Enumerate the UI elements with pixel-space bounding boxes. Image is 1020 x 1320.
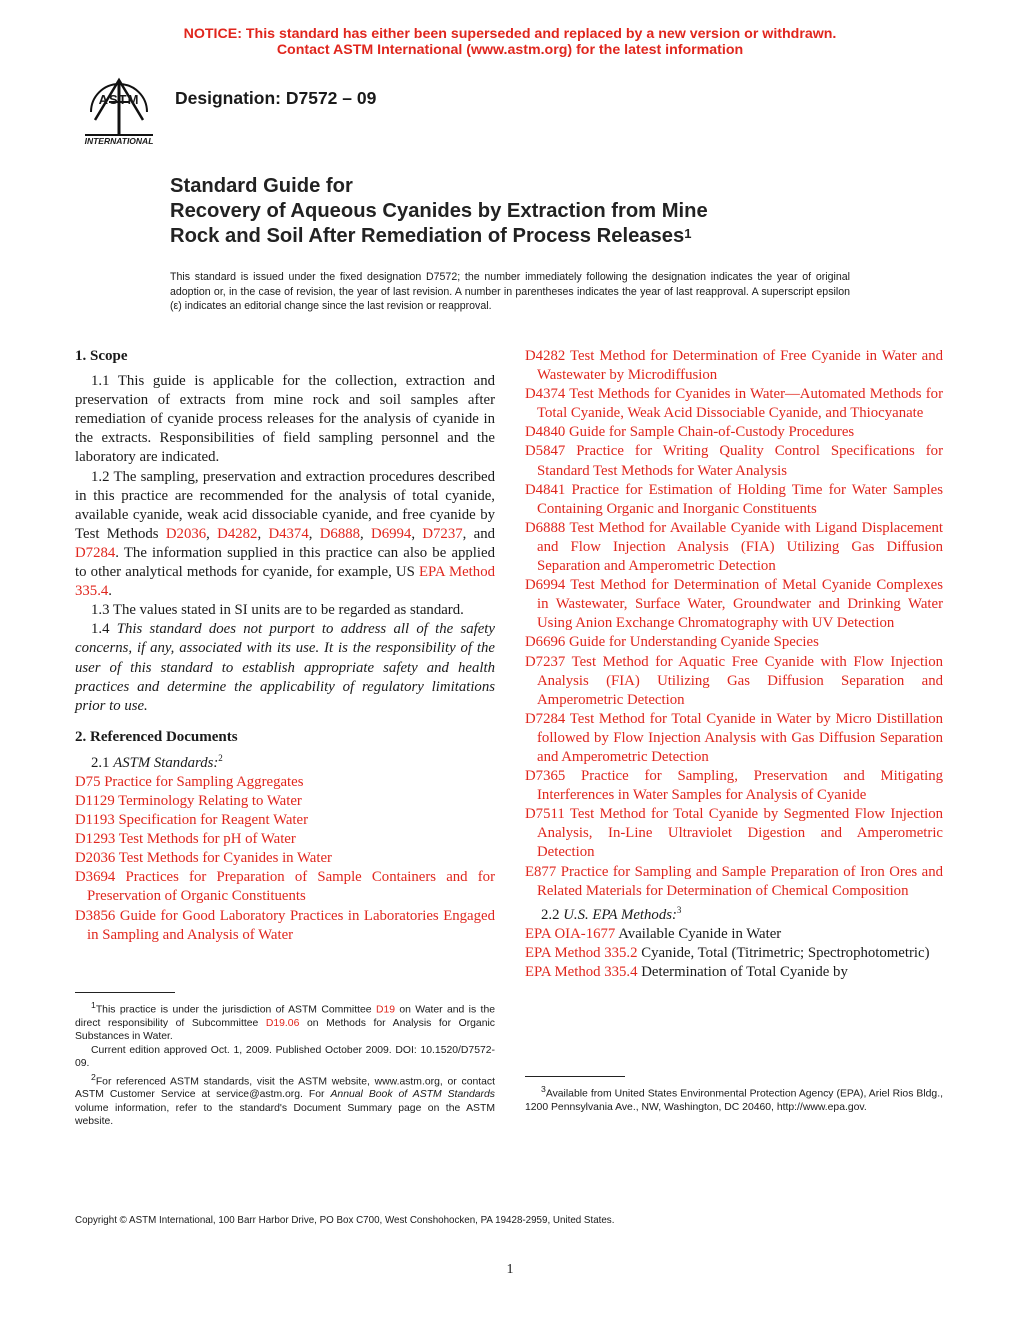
reference-title[interactable]: Test Method for Determination of Metal Cyanide Complexes in Wastewater, Surface Water, Groundwater and Drinking Water Using Anion Exchange Chromatography with UV Detection [537,577,943,632]
reference-item [525,633,943,652]
title-line-1: Standard Guide for [170,175,353,197]
footnote-2-text-b: volume information, refer to the standard's Document Summary page on the ASTM website. [75,1102,495,1128]
link-d19-06[interactable]: D19.06 [265,1017,300,1029]
reference-item [75,868,495,906]
reference-code-link[interactable]: D1193 [75,812,115,829]
scope-1-2 [75,468,495,602]
reference-title[interactable]: Test Method for Determination of Free Cyanide in Water and Wastewater by Microdiffusion [537,348,943,384]
reference-title[interactable]: Test Method for Total Cyanide by Segmented Flow Injection Analysis, In-Line Ultraviolet Digestion and Amperometric Detection [537,806,943,861]
reference-item [525,710,943,767]
footnote-1-mark: 1 [91,1000,96,1010]
reference-title[interactable]: Terminology Relating to Water [118,792,302,809]
reference-item [525,423,943,442]
reference-title: Determination of Total Cyanide by [641,963,848,980]
scope-1-4-text: This standard does not purport to address all of the safety concerns, if any, associated with its use. It is the responsibility of the user of this standard to establish appropriate safety and health practices and determine the applicability of regulatory limitations prior to use. [75,621,495,714]
reference-title[interactable]: Test Methods for Cyanides in Water [118,850,332,867]
reference-item [525,519,943,576]
reference-title[interactable]: Test Method for Available Cyanide with Ligand Displacement and Flow Injection Analysis (FIA) Utilizing Gas Diffusion Separation and Amperometric Detection [537,519,944,575]
reference-code-link[interactable]: D6994 [525,577,566,594]
astm-label-num: 2.1 [91,754,114,771]
link-d19[interactable]: D19 [375,1004,395,1016]
footnote-3-mark: 3 [541,1084,546,1094]
reference-item [525,347,943,385]
epa-methods-label [525,901,943,925]
sep: , [257,525,269,542]
link-d7237[interactable]: D7237 [422,525,463,542]
reference-code-link[interactable]: D3694 [75,869,116,886]
footnote-1-text-a: This practice is under the jurisdiction of ASTM Committee [95,1004,376,1016]
footnote-2 [75,1071,495,1129]
page-number: 1 [506,1262,514,1277]
reference-item [525,481,943,519]
sep: , [360,525,372,542]
link-d2036[interactable]: D2036 [165,525,207,542]
reference-code-link[interactable]: E877 [525,863,557,880]
reference-title[interactable]: Practice for Sampling Aggregates [104,773,304,790]
reference-item [525,767,943,805]
reference-item [525,925,943,944]
scope-1-1: 1.1 This guide is applicable for the collection, extraction and preservation of extracts from mine rock and soil samples after remediation of cyanide process releases for the analysis of cyanide in the extracts. Responsibilities of field sampling personnel and the laboratory are indicated. [75,373,495,466]
footnote-1 [75,999,495,1044]
reference-title[interactable]: Guide for Sample Chain-of-Custody Procedures [568,424,855,441]
astm-standards-label [75,749,495,773]
reference-code-link[interactable]: D1293 [75,831,116,848]
reference-item [525,576,943,633]
notice-banner [0,26,1020,58]
footnote-1-text-c: on Methods for Analysis for Organic Substances in Water. [75,1017,495,1043]
reference-title: Available Cyanide in Water [618,925,782,942]
footnote-rule [525,1076,625,1077]
epa-label-num: 2.2 [541,906,564,923]
reference-title[interactable]: Guide for Good Laboratory Practices in Laboratories Engaged in Sampling and Analysis of Water [87,907,495,943]
reference-title[interactable]: Practice for Writing Quality Control Specifications for Standard Test Methods for Water Analysis [537,443,943,479]
reference-code-link[interactable]: D1129 [75,792,115,809]
epa-label-text: U.S. EPA Methods: [563,906,677,923]
copyright: Copyright © ASTM International, 100 Barr Harbor Drive, PO Box C700, West Conshohocken, PA 19428-2959, United States. [75,1215,615,1226]
notice-line-1: NOTICE: This standard has either been superseded and replaced by a new version or withdrawn. [183,26,837,42]
right-footnotes [525,1076,943,1114]
sep-and: , and [462,525,495,542]
reference-item [525,653,943,710]
reference-title[interactable]: Guide for Understanding Cyanide Species [568,634,819,651]
reference-code-link[interactable]: D7365 [525,768,566,785]
reference-item [75,849,495,868]
reference-code-link[interactable]: D5847 [525,443,566,460]
footnote-2-text-a: For referenced ASTM standards, visit the ASTM website, www.astm.org, or contact ASTM Customer Service at service@astm.org. For [75,1075,495,1101]
reference-item [75,792,495,811]
logo-text: ASTM [98,92,140,107]
reference-title[interactable]: Specification for Reagent Water [118,812,309,829]
reference-title[interactable]: Practice for Estimation of Holding Time for Water Samples Containing Organic and Inorganic Constituents [537,481,943,517]
designation: Designation: D7572 – 09 [175,88,377,108]
logo-subtext: INTERNATIONAL [84,136,154,146]
left-footnotes [75,992,495,1129]
scope-heading: 1. Scope [75,348,128,364]
notice-line-2: Contact ASTM International (www.astm.org) for the latest information [276,42,744,58]
reference-title[interactable]: Practices for Preparation of Sample Containers and for Preservation of Organic Constituents [87,869,495,905]
reference-code-link[interactable]: D2036 [75,850,116,867]
link-d4282[interactable]: D4282 [217,525,258,542]
footnote-1-text-b: on Water and is the direct responsibility of Subcommittee [75,1004,495,1029]
reference-code-link[interactable]: D4374 [525,386,566,403]
astm-label-text: ASTM Standards: [113,754,219,771]
reference-item [525,963,943,982]
astm-label-mark: 2 [218,752,223,763]
scope-1-3: 1.3 The values stated in SI units are to be regarded as standard. [91,602,464,619]
link-d6994[interactable]: D6994 [371,525,412,542]
reference-title[interactable]: Practice for Sampling, Preservation and Mitigating Interferences in Water Samples for Analysis of Cyanide [537,768,943,804]
right-column [525,347,943,982]
link-d4374[interactable]: D4374 [268,525,309,542]
reference-item [525,863,943,901]
reference-code-link[interactable]: D75 [75,773,101,790]
reference-code-link[interactable]: D7284 [525,710,566,727]
title-line-2: Recovery of Aqueous Cyanides by Extraction from Mine [170,200,708,222]
refdocs-heading: 2. Referenced Documents [75,728,238,745]
scope-1-2-text-a: 1.2 The sampling, preservation and extraction procedures described in this practice are recommended for the analysis of total cyanide, available cyanide, weak acid dissociable cyanide, and free cyanide by Test Methods [75,468,495,542]
reference-title[interactable]: Test Method for Total Cyanide in Water by Micro Distillation followed by Flow Injection Analysis with Gas Diffusion Separation and Amperometric Detection [537,710,943,765]
period: . [108,583,112,600]
astm-logo [75,72,163,150]
scope-1-4 [75,620,495,715]
reference-code-link[interactable]: EPA Method 335.4 [525,963,638,980]
astm-reference-list-continued [525,347,943,901]
footnote-block [75,999,495,1129]
link-epa-335-4[interactable]: EPA Method 335.4 [75,564,495,600]
reference-title[interactable]: Practice for Sampling and Sample Preparation of Iron Ores and Related Materials for Determination of Chemical Composition [537,863,944,899]
reference-code-link[interactable]: D4840 [525,424,566,441]
epa-label-mark: 3 [676,904,682,915]
sep: , [308,525,320,542]
link-d6888[interactable]: D6888 [319,525,361,542]
reference-item [525,805,943,862]
title-line-3: Rock and Soil After Remediation of Process Releases [170,225,685,247]
reference-code-link[interactable]: D4841 [525,481,566,498]
reference-item [75,811,495,830]
astm-reference-list [75,773,495,945]
reference-code-link[interactable]: EPA OIA-1677 [525,925,616,942]
reference-code-link[interactable]: EPA Method 335.2 [525,944,638,961]
reference-item [75,907,495,945]
document-title [170,174,708,249]
left-column [75,347,495,945]
reference-code-link[interactable]: D4282 [525,348,566,364]
intro-paragraph: This standard is issued under the fixed designation D7572; the number immediately following the designation indicates the year of original adoption or, in the case of revision, the year of last revision. A number in parentheses indicates the year of last reapproval. A superscript epsilon (ε) indicates an editorial change since the last revision or reapproval. [170,271,850,312]
link-d7284[interactable]: D7284 [75,544,116,561]
sep: , [206,525,218,542]
title-footnote-mark: 1 [684,226,692,241]
reference-code-link[interactable]: D3856 [75,907,116,924]
reference-item [525,944,943,963]
reference-item [525,385,943,423]
reference-code-link[interactable]: D6696 [525,634,566,651]
sep: , [411,525,423,542]
reference-item [75,773,495,792]
footnote-1-edition: Current edition approved Oct. 1, 2009. Published October 2009. DOI: 10.1520/D7572-09. [75,1044,495,1070]
reference-item [525,442,943,480]
footnote-2-mark: 2 [91,1071,96,1082]
footnote-rule [75,992,175,993]
epa-reference-list [525,925,943,982]
scope-1-4-number: 1.4 [91,621,117,638]
reference-title[interactable]: Test Methods for pH of Water [118,831,296,848]
reference-item [75,830,495,849]
reference-code-link[interactable]: D6888 [525,519,566,536]
footnote-2-italic: Annual Book of ASTM Standards [330,1089,495,1101]
reference-title[interactable]: Test Method for Aquatic Free Cyanide with Flow Injection Analysis (FIA) Utilizing Gas Diffusion Separation and Amperometric Detection [537,653,943,708]
reference-code-link[interactable]: D7237 [525,653,566,670]
scope-1-2-text-b: . The information supplied in this practice can also be applied to other analytical methods for cyanide, for example, US [75,544,495,581]
footnote-3 [525,1083,943,1114]
footnote-3-text: Available from United States Environmental Protection Agency (EPA), Ariel Rios Bldg., 1200 Pennsylvania Ave., NW, Washington, DC 20460, http://www.epa.gov. [525,1088,943,1113]
reference-code-link[interactable]: D7511 [525,806,565,823]
reference-title: Cyanide, Total (Titrimetric; Spectrophotometric) [641,944,930,961]
reference-title[interactable]: Test Methods for Cyanides in Water—Automated Methods for Total Cyanide, Weak Acid Dissociable Cyanide, and Thiocyanate [537,386,944,422]
